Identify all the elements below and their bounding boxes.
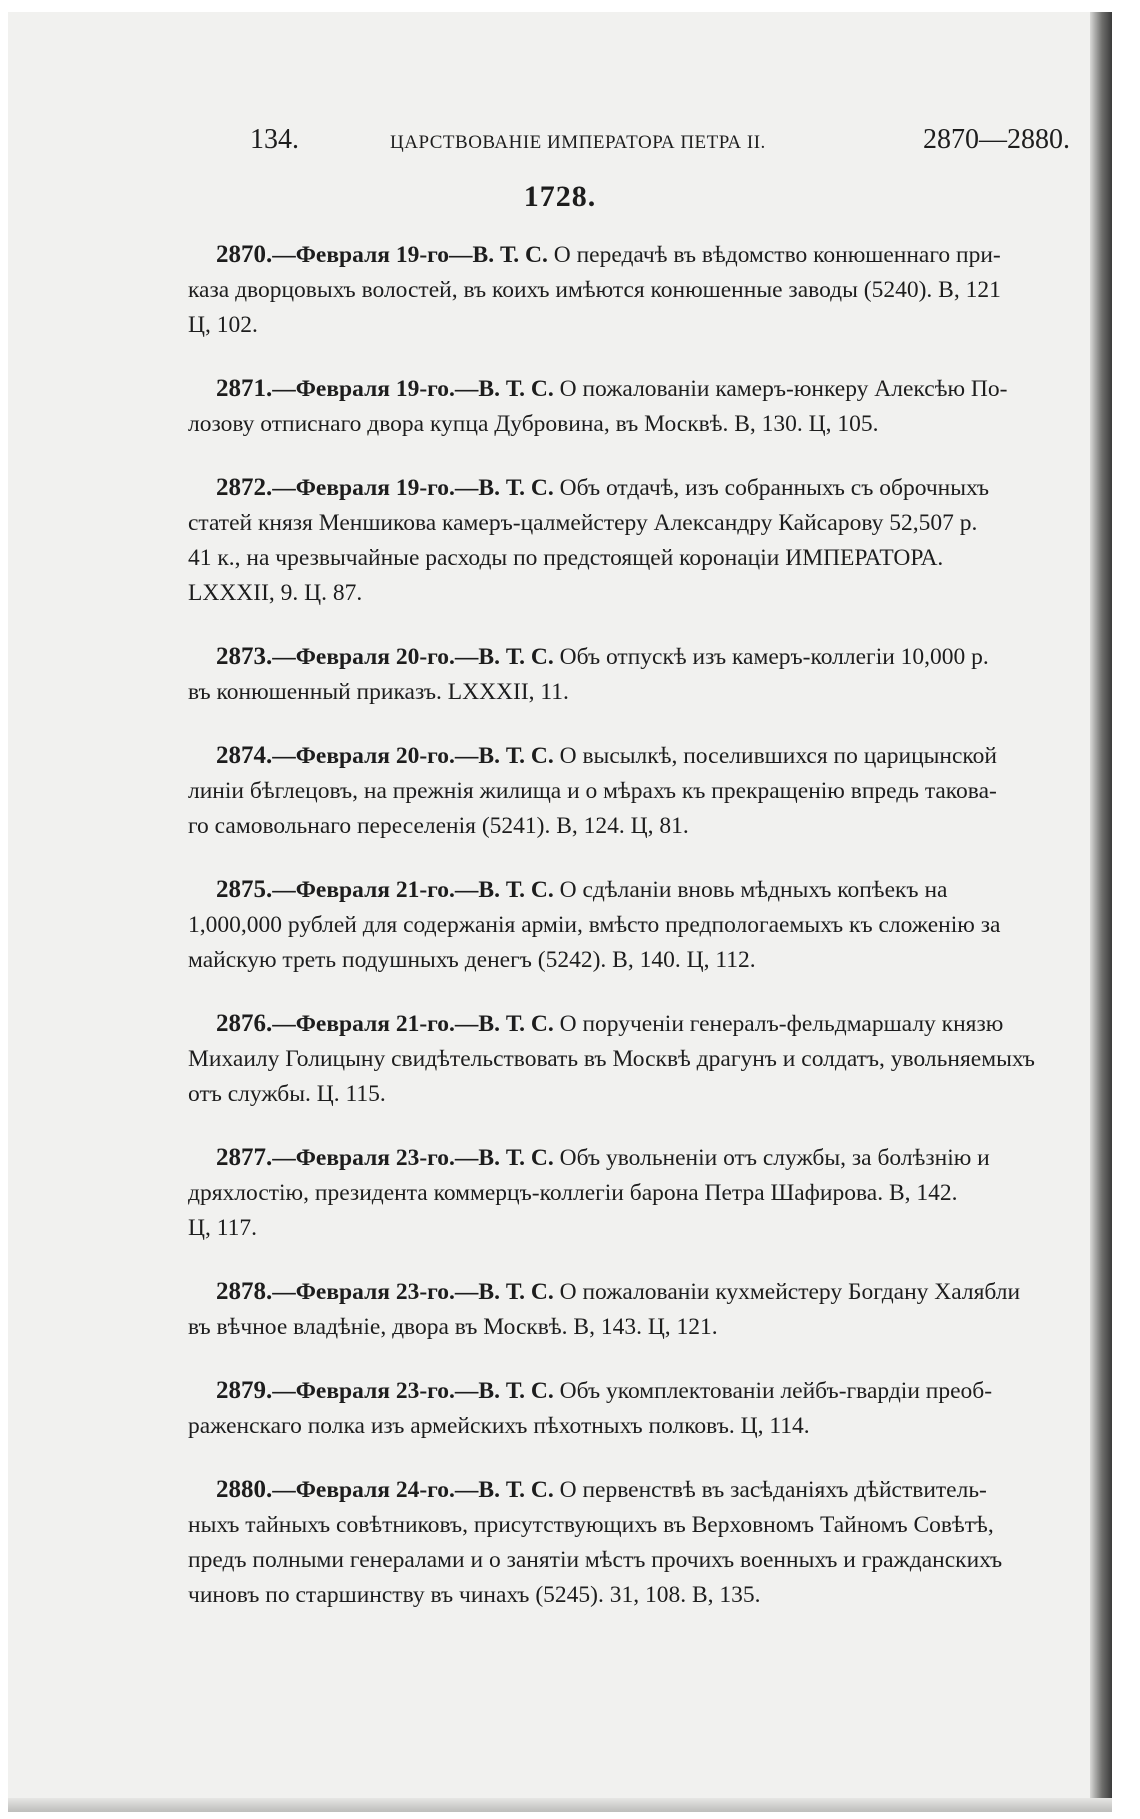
entry-text: Объ отпускѣ изъ камеръ-коллегіи 10,000 р. [553,644,989,670]
entry-2873 [188,639,1108,710]
entry-line [188,1578,1108,1613]
entry-2875 [188,872,1108,978]
entry-number: 2872. [216,474,273,501]
entry-line [188,1472,1108,1508]
entry-line [188,1140,1108,1176]
binding-shadow [1090,12,1112,1812]
entry-line [188,1176,1108,1211]
entry-2876 [188,1006,1108,1112]
entry-date: —Февраля 23-го.—В. Т. С. [272,1145,554,1171]
entry-date: —Февраля 21-го.—В. Т. С. [272,877,554,903]
entry-line [188,809,1108,844]
entry-line [188,371,1108,407]
entry-text: дряхлостію, президента коммерцъ-коллегіи барона Петра Шафирова. В, 142. [188,1180,958,1206]
entry-text: лозову отписнаго двора купца Дубровина, въ Москвѣ. В, 130. Ц, 105. [188,411,879,437]
entry-text: въ вѣчное владѣніе, двора въ Москвѣ. В, 143. Ц, 121. [188,1314,718,1340]
entry-line [188,1409,1108,1444]
entry-line [188,407,1108,442]
entry-2879 [188,1373,1108,1444]
entry-date: —Февраля 19-го.—В. Т. С. [272,376,554,402]
entry-text: О передачѣ въ вѣдомство конюшеннаго при- [547,242,1001,268]
entry-date: —Февраля 19-го—В. Т. С. [272,242,548,268]
entry-number: 2880. [216,1476,273,1503]
entry-text: каза дворцовыхъ волостей, въ коихъ имѣются конюшенные заводы (5240). В, 121 [188,277,1001,303]
entry-text: О сдѣланіи вновь мѣдныхъ копѣекъ на [553,877,948,903]
entry-line [188,1274,1108,1310]
entry-text: го самовольнаго переселенія (5241). В, 124. Ц, 81. [188,813,689,839]
year-heading: 1728. [523,180,597,213]
page-number: 134. [250,124,299,155]
entry-date: —Февраля 20-го.—В. Т. С. [272,644,554,670]
entry-text: LXXXII, 9. Ц. 87. [188,580,363,606]
entry-text: О высылкѣ, поселившихся по царицынской [553,743,997,769]
entry-line [188,774,1108,809]
entry-2871 [188,371,1108,442]
entry-line [188,1211,1108,1246]
entry-line [188,576,1108,611]
entry-line [188,237,1108,273]
entry-text: Ц, 102. [188,312,258,338]
entry-date: —Февраля 23-го.—В. Т. С. [272,1279,554,1305]
entry-date: —Февраля 20-го.—В. Т. С. [272,743,554,769]
entry-text: предъ полными генералами и о занятіи мѣстъ прочихъ военныхъ и гражданскихъ [188,1547,1003,1573]
entry-text: О первенствѣ въ засѣданіяхъ дѣйствитель- [553,1477,987,1503]
entry-date: —Февраля 23-го.—В. Т. С. [272,1378,554,1404]
entry-text: 1,000,000 рублей для содержанія арміи, вмѣсто предпологаемыхъ къ сложенію за [188,912,1001,938]
entry-line [188,1006,1108,1042]
entry-text: 41 к., на чрезвычайные расходы по предстоящей коронаціи ИМПЕРАТОРА. [188,545,944,571]
entry-number: 2875. [216,876,273,903]
entry-number: 2871. [216,375,273,402]
running-header [250,120,1070,166]
entry-line [188,639,1108,675]
entry-text: чиновъ по старшинству въ чинахъ (5245). 31, 108. В, 135. [188,1582,761,1608]
entry-line [188,872,1108,908]
entry-text: майскую треть подушныхъ денегъ (5242). В, 140. Ц, 112. [188,947,756,973]
entry-2878 [188,1274,1108,1345]
entry-number: 2878. [216,1278,273,1305]
entry-line [188,1077,1108,1112]
entry-line [188,675,1108,710]
entry-line [188,1543,1108,1578]
entry-text: О пожалованіи камеръ-юнкеру Алексѣю По- [553,376,1008,402]
entry-text: Объ отдачѣ, изъ собранныхъ съ оброчныхъ [553,475,990,501]
entry-line [188,470,1108,506]
entry-text: линіи бѣглецовъ, на прежнія жилища и о мѣрахъ къ прекращенію впредь такова- [188,778,997,804]
entry-text: раженскаго полка изъ армейскихъ пѣхотныхъ полковъ. Ц, 114. [188,1413,810,1439]
entry-line [188,273,1108,308]
entry-text: Объ увольненіи отъ службы, за болѣзнію и [553,1145,990,1171]
entries-list [188,237,1108,1641]
entry-line [188,943,1108,978]
entry-line [188,308,1108,343]
entry-text: ныхъ тайныхъ совѣтниковъ, присутствующихъ въ Верховномъ Тайномъ Совѣтѣ, [188,1512,994,1538]
entry-2874 [188,738,1108,844]
entry-number: 2879. [216,1377,273,1404]
entry-text: отъ службы. Ц. 115. [188,1081,386,1107]
entry-number: 2873. [216,643,273,670]
bottom-edge-shadow [8,1798,1112,1812]
running-title: ЦАРСТВОВАНІЕ ИМПЕРАТОРА ПЕТРА II. [390,132,766,153]
entry-text: О пожалованіи кухмейстеру Богдану Халябли [553,1279,1021,1305]
entry-text: статей князя Меншикова камеръ-цалмейстеру Александру Кайсарову 52,507 р. [188,510,978,536]
entry-line [188,1508,1108,1543]
scanned-page [8,12,1112,1812]
entry-2872 [188,470,1108,611]
entry-line [188,1042,1108,1077]
entry-range: 2870—2880. [923,124,1070,155]
entry-line [188,908,1108,943]
entry-number: 2877. [216,1144,273,1171]
entry-2870 [188,237,1108,343]
entry-text: Михаилу Голицыну свидѣтельствовать въ Москвѣ драгунъ и солдатъ, увольняемыхъ [188,1046,1035,1072]
entry-line [188,1373,1108,1409]
entry-text: Объ укомплектованіи лейбъ-гвардіи преоб- [553,1378,993,1404]
entry-date: —Февраля 21-го.—В. Т. С. [272,1011,554,1037]
entry-line [188,506,1108,541]
entry-number: 2874. [216,742,273,769]
entry-date: —Февраля 19-го.—В. Т. С. [272,475,554,501]
entry-2877 [188,1140,1108,1246]
entry-text: въ конюшенный приказъ. LXXXII, 11. [188,679,569,705]
entry-text: О порученіи генералъ-фельдмаршалу князю [553,1011,1004,1037]
entry-2880 [188,1472,1108,1613]
entry-line [188,738,1108,774]
entry-number: 2870. [216,241,273,268]
entry-line [188,1310,1108,1345]
entry-text: Ц, 117. [188,1215,257,1241]
entry-date: —Февраля 24-го.—В. Т. С. [272,1477,554,1503]
entry-line [188,541,1108,576]
entry-number: 2876. [216,1010,273,1037]
